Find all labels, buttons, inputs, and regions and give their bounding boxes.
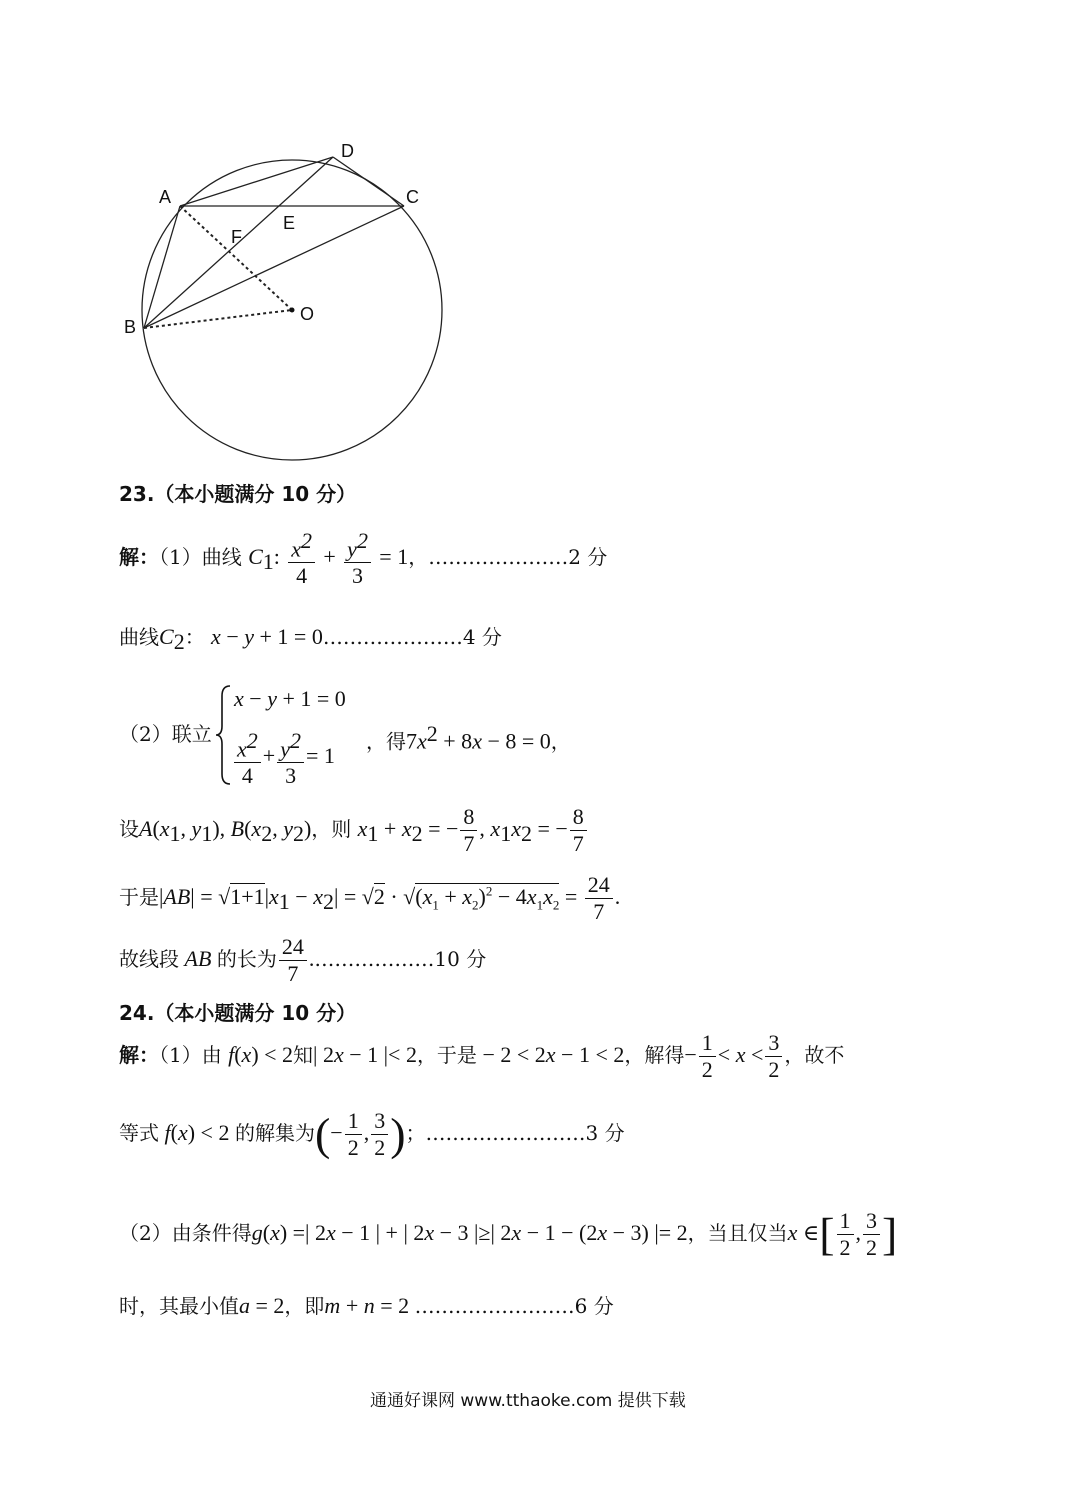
q24-p1-mid1: 知 — [293, 1043, 314, 1067]
label-o: O — [300, 304, 315, 324]
segment-bo-dotted — [144, 310, 292, 328]
system-eq-2: $\frac{x^2}{4}$ + $\frac{y^2}{3}$ = 1 — [234, 728, 335, 789]
q24-p1-text: （1）由 — [159, 1043, 222, 1067]
label-b: B — [124, 317, 137, 337]
q24-line-4: 时，其最小值a = 2，即m + n = 2 ……………………6 分 — [119, 1293, 614, 1318]
q23-line-5: 于是$|AB| = √1+1|x_1 - x_2| = √2 \cdot √(x_1 + x_2)^2 - 4x_1x_2$ = $\frac{24}{7}$ . — [119, 872, 621, 924]
q23-p6-text: 故线段 — [119, 947, 179, 971]
system-brace — [214, 684, 232, 786]
q23-line-2: 曲线$C_2$： x − y + 1 = 0…………………4 分 — [119, 624, 502, 654]
q23-line-3-result: ，得$7x^2 + 8x - 8 = 0$， — [366, 721, 571, 754]
label-c: C — [406, 187, 419, 207]
segment-ao-dotted — [180, 206, 292, 310]
q24-line-1: 解：（1）由 f(x) < 2知| 2x − 1 |< 2，于是 − 2 < 2x − 1 < 2，解得− $\frac{1}{2}$ < x < $\frac{3}{2}$ ，故不 — [119, 1030, 845, 1082]
q23-line-1: 解：（1）曲线 $C_1$: $\frac{x^2}{4}$ + $\frac{y^2}{3}$ = 1，…………………2 分 — [119, 528, 608, 589]
q24-p3-mid: ，当且仅当 — [687, 1221, 788, 1245]
q23-solution-label: 解： — [119, 545, 159, 570]
q23-p1-text: （1）曲线 — [159, 545, 242, 570]
center-point-o — [290, 308, 295, 313]
q24-p2-text: 等式 — [119, 1121, 159, 1145]
circle-geometry-figure — [110, 130, 470, 470]
segment-ab — [144, 206, 180, 328]
q24-line-2: 等式 f(x) < 2 的解集为(− $\frac{1}{2}$ , $\frac{3}{2}$ )；……………………3 分 — [119, 1108, 625, 1160]
label-f: F — [231, 227, 242, 247]
segment-bc — [144, 206, 404, 328]
q24-p3-text: （2）由条件得 — [119, 1221, 252, 1245]
label-e: E — [283, 213, 296, 233]
q24-p2-mid: 的解集为 — [234, 1121, 315, 1145]
q23-line-6: 故线段 AB 的长为 $\frac{24}{7}$ .………………10 分 — [119, 934, 487, 986]
q24-line-3: （2）由条件得g(x) =| 2x − 1 | + | 2x − 3 |≥| 2x − 1 − (2x − 3) |= 2，当且仅当x ∈[ $\frac{1}{2}$ , $\frac{3}{2}$ ] — [119, 1208, 898, 1260]
q24-solution-label: 解： — [119, 1043, 159, 1067]
q23-p4-text: 设 — [119, 817, 139, 841]
page-footer: 通通好课网 www.tthaoke.com 提供下载 — [370, 1391, 686, 1411]
q23-line-4: 设$A(x_1$, $y_1$), $B(x_2$, $y_2$)，则 $x_1 + x_2$ = − $\frac{8}{7}$ , $x_1x_2$ = − $\frac{8}{7}$ — [119, 804, 589, 857]
q23-heading: 23.（本小题满分 10 分） — [119, 482, 357, 506]
system-eq-1: x − y + 1 = 0 — [234, 686, 346, 711]
q23-p3-text: （2）联立 — [119, 722, 212, 746]
q23-p5-text: 于是 — [119, 885, 159, 909]
q24-heading: 24.（本小题满分 10 分） — [119, 1001, 357, 1025]
q23-score-10: 10 分 — [434, 947, 487, 971]
q24-p4-mid: ，即 — [284, 1294, 325, 1318]
q24-score-3: 3 分 — [585, 1121, 625, 1145]
q23-p4-mid: ，则 — [311, 817, 352, 841]
q24-score-6: 6 分 — [574, 1294, 614, 1318]
q23-p2-text: 曲线 — [119, 625, 159, 649]
label-d: D — [341, 141, 354, 161]
q23-score-2: 2 分 — [568, 545, 608, 570]
q24-p4-text: 时，其最小值 — [119, 1294, 239, 1318]
q23-score-4: 4 分 — [462, 625, 502, 649]
q24-p1-end: ，故不 — [784, 1043, 845, 1067]
q24-p1-mid2: ，于是 — [416, 1043, 477, 1067]
segment-dc — [333, 157, 404, 206]
q23-p6-mid: 的长为 — [216, 947, 277, 971]
q24-p1-mid3: ，解得 — [624, 1043, 685, 1067]
q23-p3-mid: ，得 — [366, 729, 406, 754]
label-a: A — [159, 187, 172, 207]
q23-line-3 — [119, 686, 212, 746]
